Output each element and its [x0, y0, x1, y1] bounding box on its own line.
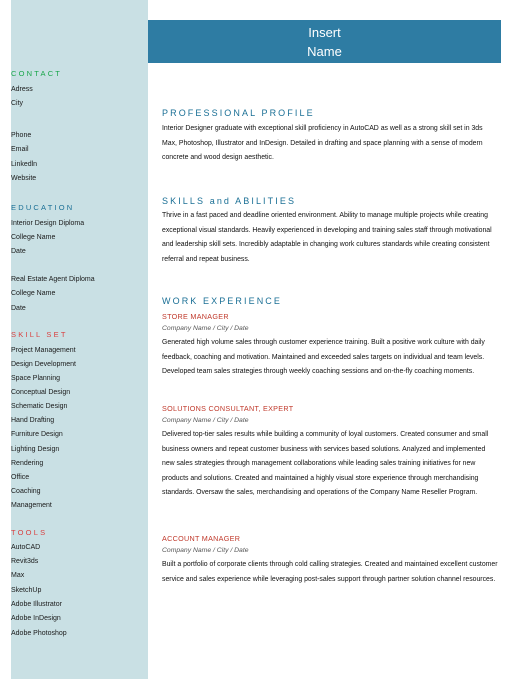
name-line-1: Insert	[308, 25, 341, 40]
experience-heading: WORK EXPERIENCE	[162, 296, 283, 306]
tool-item: Max	[11, 572, 25, 579]
job-company: Company Name / City / Date	[162, 417, 249, 424]
skill-item: Coaching	[11, 488, 41, 495]
name-line-2: Name	[307, 44, 342, 59]
skills-heading: SKILLS and ABILITIES	[162, 196, 297, 206]
tool-item: Adobe Photoshop	[11, 630, 67, 637]
skill-item: Hand Drafting	[11, 417, 55, 424]
skill-item: Space Planning	[11, 375, 61, 382]
skill-item: Furniture Design	[11, 431, 63, 438]
job-description: Generated high volume sales through customer experience training. Built a positive work culture with daily feedback, coaching and motivation. Maintained and exceeded sales targets on individual and team levels. Developed team sales strategies through weekly coaching sessions and on-the-fly coaching moments.	[162, 339, 485, 375]
tool-item: Revit3ds	[11, 558, 39, 565]
skill-item: Office	[11, 474, 30, 481]
education-heading: EDUCATION	[11, 203, 75, 212]
name-banner	[148, 20, 501, 63]
profile-heading: PROFESSIONAL PROFILE	[162, 108, 315, 118]
job-description: Delivered top-tier sales results while building a community of loyal customers. Created consumer and small business owners and repeat customer business with services based solutions. Analyzed and implemented new sales strategies through management collaborations while leading sales training initiatives for new products and solutions. Created and maintained a highly visual store experience through merchandising standards. Oversaw the sales, merchandising and operations of the Company Name Reseller Program.	[162, 431, 489, 496]
job-title: ACCOUNT MANAGER	[162, 534, 241, 543]
education-degree: Interior Design Diploma	[11, 220, 85, 227]
skill-item: Design Development	[11, 361, 76, 368]
tool-item: SketchUp	[11, 587, 42, 594]
skill-item: Project Management	[11, 347, 76, 354]
job-company: Company Name / City / Date	[162, 547, 249, 554]
education-degree: Real Estate Agent Diploma	[11, 276, 95, 283]
education-date: Date	[11, 248, 26, 255]
contact-email: Email	[11, 146, 29, 153]
skill-set-heading: SKILL SET	[11, 330, 68, 339]
skill-item: Lighting Design	[11, 446, 60, 453]
contact-city: City	[11, 100, 24, 107]
job-description: Built a portfolio of corporate clients through cold calling strategies. Created and maintained excellent customer service and sales experience while leveraging post-sales support through partner solution channel resources.	[162, 561, 498, 583]
education-college: College Name	[11, 290, 56, 297]
education-college: College Name	[11, 234, 56, 241]
skills-text: Thrive in a fast paced and deadline oriented environment. Ability to manage multiple projects while creating exceptional visual standards. Heavily experienced in developing and training sales staff through motivational and leadership skill sets. Incredibly adaptable in changing work cultures standards while creating consistent referral and repeat business.	[162, 212, 492, 263]
contact-address: Adress	[11, 86, 33, 93]
sidebar-panel	[11, 0, 148, 679]
skill-item: Schematic Design	[11, 403, 68, 410]
contact-heading: CONTACT	[11, 69, 63, 78]
job-title: STORE MANAGER	[162, 312, 229, 321]
contact-phone: Phone	[11, 132, 32, 139]
job-company: Company Name / City / Date	[162, 325, 249, 332]
job-title: SOLUTIONS CONSULTANT, EXPERT	[162, 404, 294, 413]
skill-item: Conceptual Design	[11, 389, 71, 396]
tool-item: Adobe Illustrator	[11, 601, 62, 608]
contact-linkedin: Linkedln	[11, 161, 38, 168]
tools-heading: TOOLS	[11, 528, 48, 537]
skill-item: Rendering	[11, 460, 44, 467]
tool-item: AutoCAD	[11, 544, 41, 551]
tool-item: Adobe InDesign	[11, 615, 61, 622]
education-date: Date	[11, 305, 26, 312]
skill-item: Management	[11, 502, 52, 509]
profile-text: Interior Designer graduate with exceptional skill proficiency in AutoCAD as well as a strong skill set in 3ds Max, Photoshop, Illustrator and InDesign. Detailed in drafting and space planning with a sense of modern concrete and wood design aesthetic.	[162, 125, 483, 161]
contact-website: Website	[11, 175, 37, 182]
